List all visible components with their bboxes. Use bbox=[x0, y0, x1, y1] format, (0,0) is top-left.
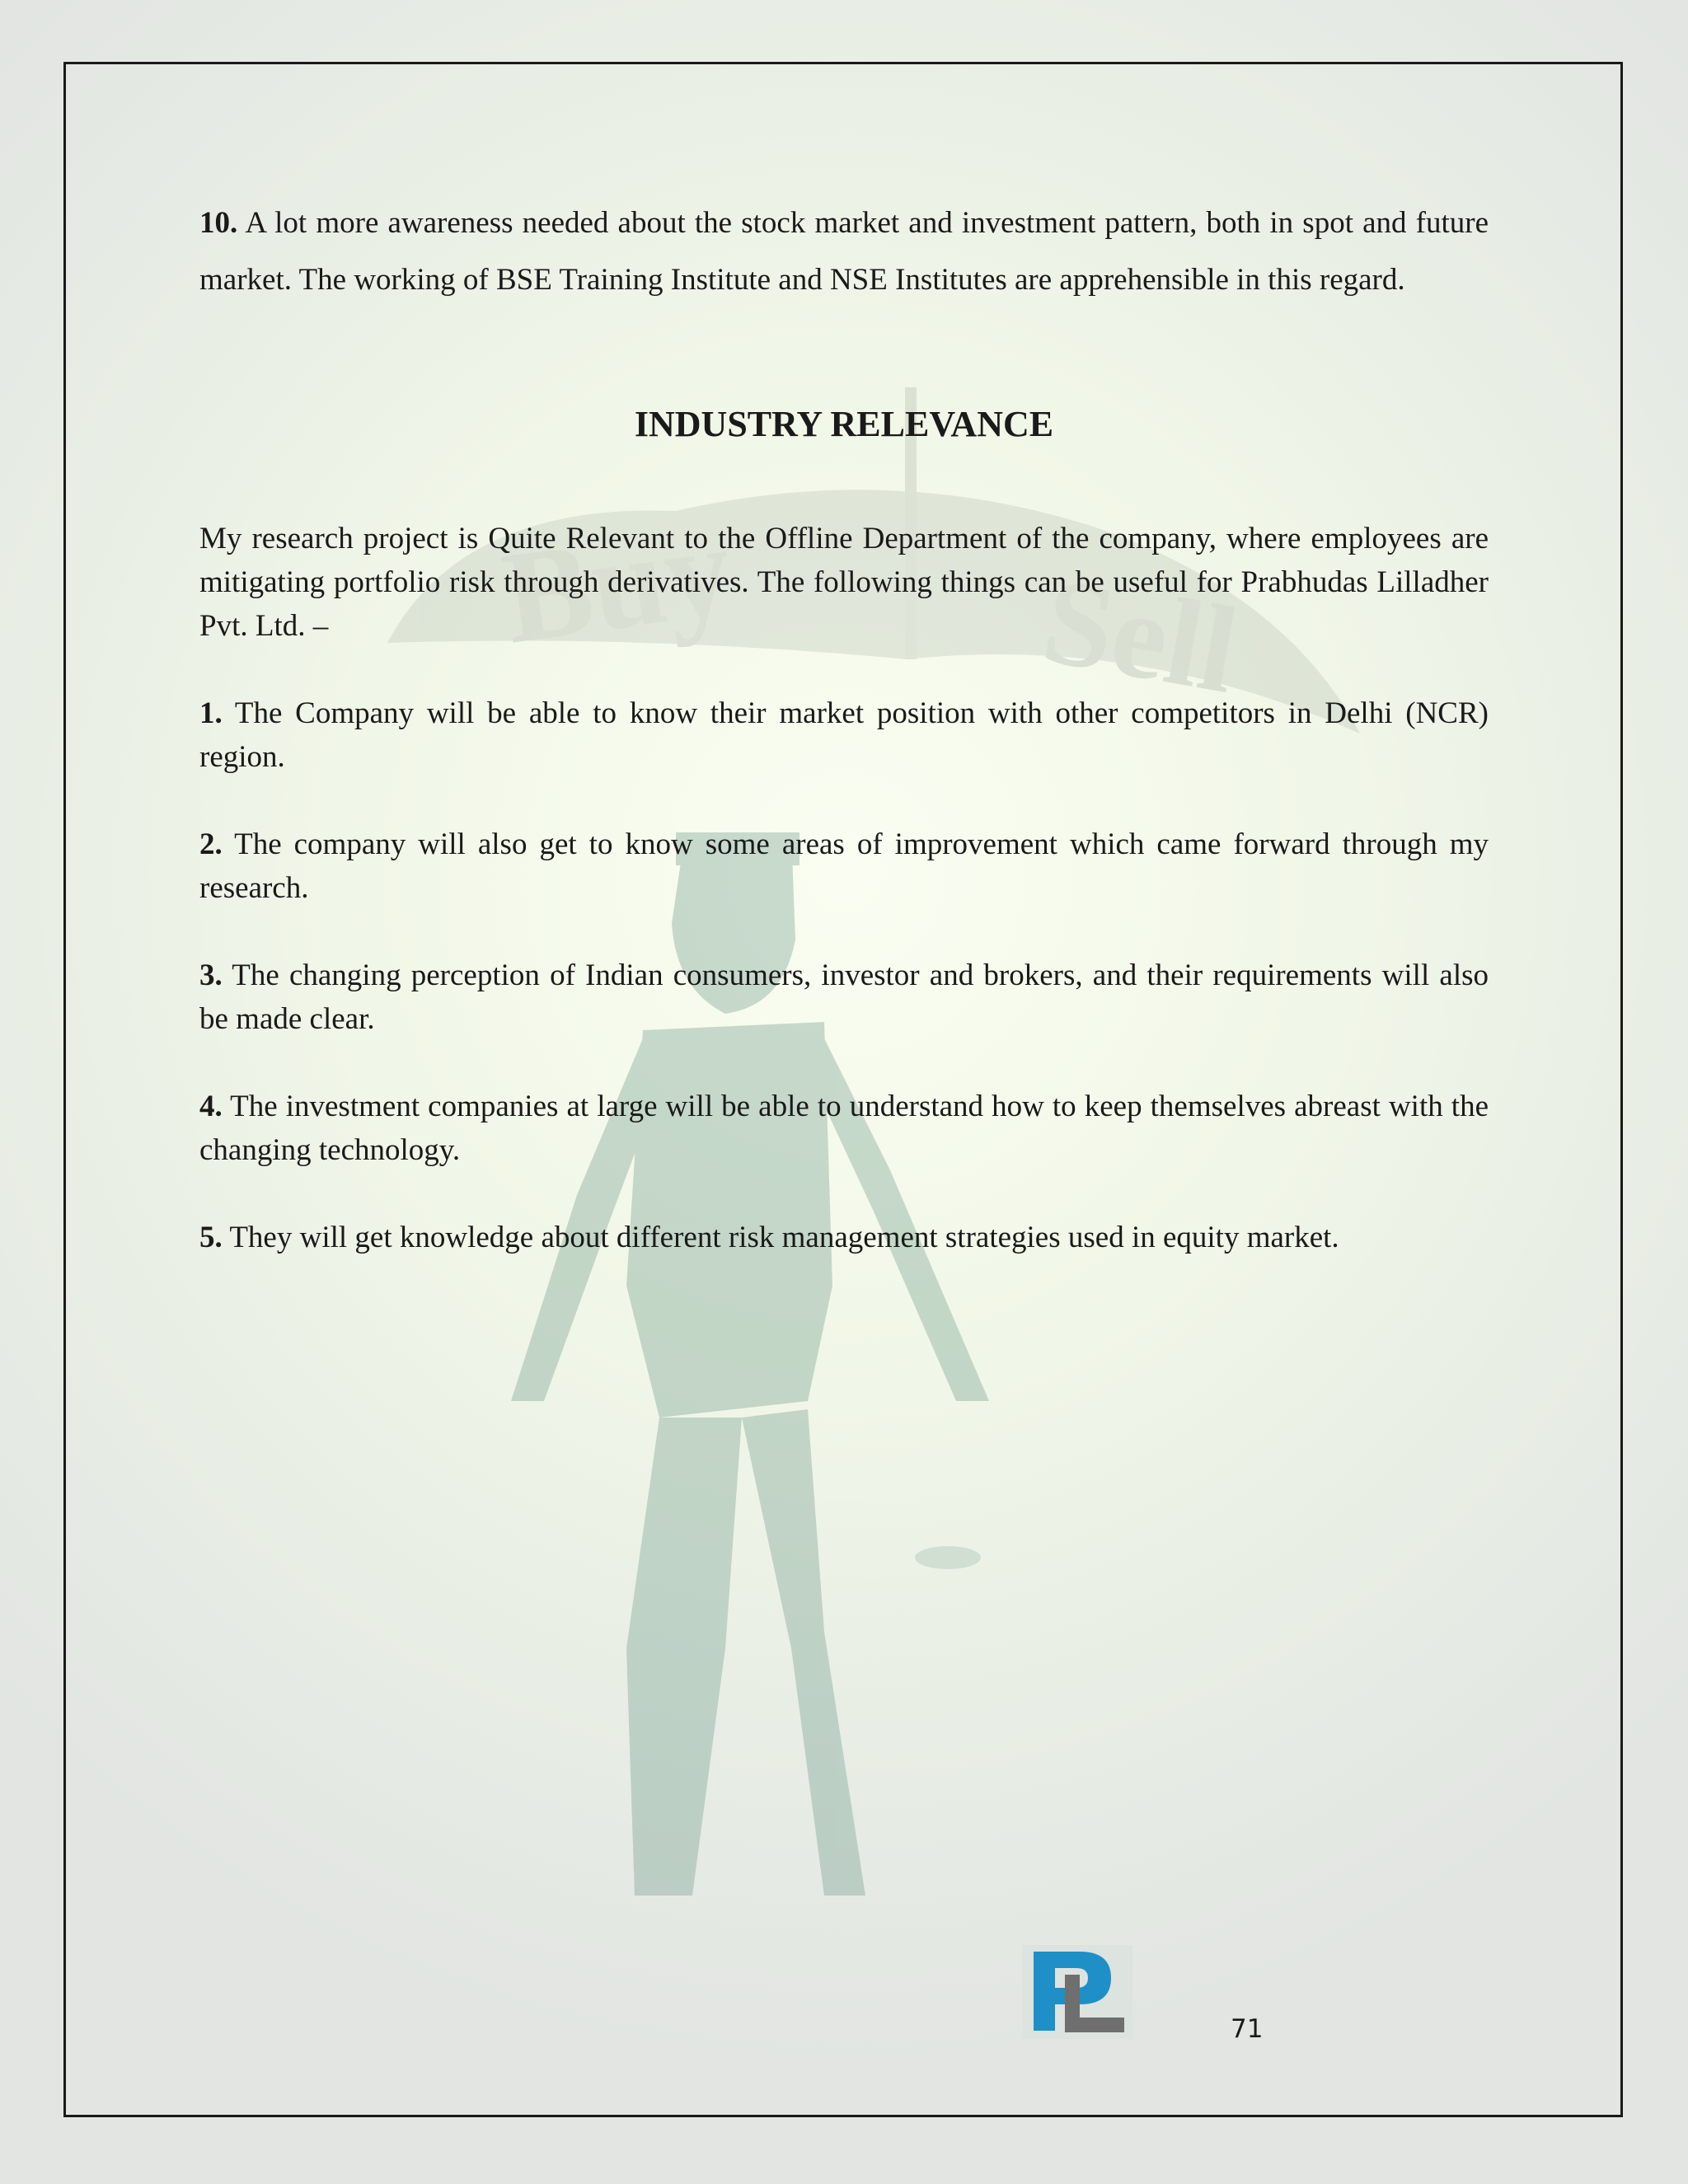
list-item bbox=[199, 823, 1489, 910]
list-item-number: 2. bbox=[199, 827, 223, 861]
list-item-text: The Company will be able to know their market position with other competitors in Delhi (NCR) region. bbox=[199, 696, 1489, 774]
watermark-sell-text: Sell bbox=[1034, 551, 1247, 720]
list-item bbox=[199, 1216, 1489, 1259]
page-content bbox=[199, 194, 1489, 1259]
list-item-number: 4. bbox=[199, 1090, 223, 1123]
page-number: 71 bbox=[1231, 2014, 1264, 2044]
pl-logo-icon bbox=[1022, 1945, 1132, 2039]
lead-paragraph: My research project is Quite Relevant to the Offline Department of the company, where employees are mitigating portfolio risk through derivatives. The following things can be useful for Prabhudas Lilladher Pvt. Ltd. – bbox=[199, 522, 1489, 643]
list-item bbox=[199, 1085, 1489, 1172]
list-item-number: 3. bbox=[199, 958, 223, 992]
list-item-text: The company will also get to know some areas of improvement which came forward through my research. bbox=[199, 827, 1489, 905]
list-item-text: They will get knowledge about different risk management strategies used in equity market. bbox=[222, 1221, 1339, 1254]
list-item-number: 5. bbox=[199, 1221, 223, 1254]
list-item bbox=[199, 954, 1489, 1041]
list-item-text: The changing perception of Indian consumers, investor and brokers, and their requirements will also be made clear. bbox=[199, 958, 1489, 1036]
intro-paragraph bbox=[199, 194, 1489, 308]
intro-paragraph-number: 10. bbox=[199, 206, 238, 240]
watermark-buy-text: Buy bbox=[495, 494, 740, 672]
intro-paragraph-text: A lot more awareness needed about the stock market and investment pattern, both in spot and future market. The working of BSE Training Institute and NSE Institutes are apprehensible in this regard. bbox=[199, 206, 1489, 297]
list-item-number: 1. bbox=[199, 696, 223, 730]
section-title: INDUSTRY RELEVANCE bbox=[634, 404, 1054, 444]
list-item-text: The investment companies at large will be able to understand how to keep themselves abreast with the changing technology. bbox=[199, 1090, 1489, 1167]
list-item bbox=[199, 691, 1489, 779]
